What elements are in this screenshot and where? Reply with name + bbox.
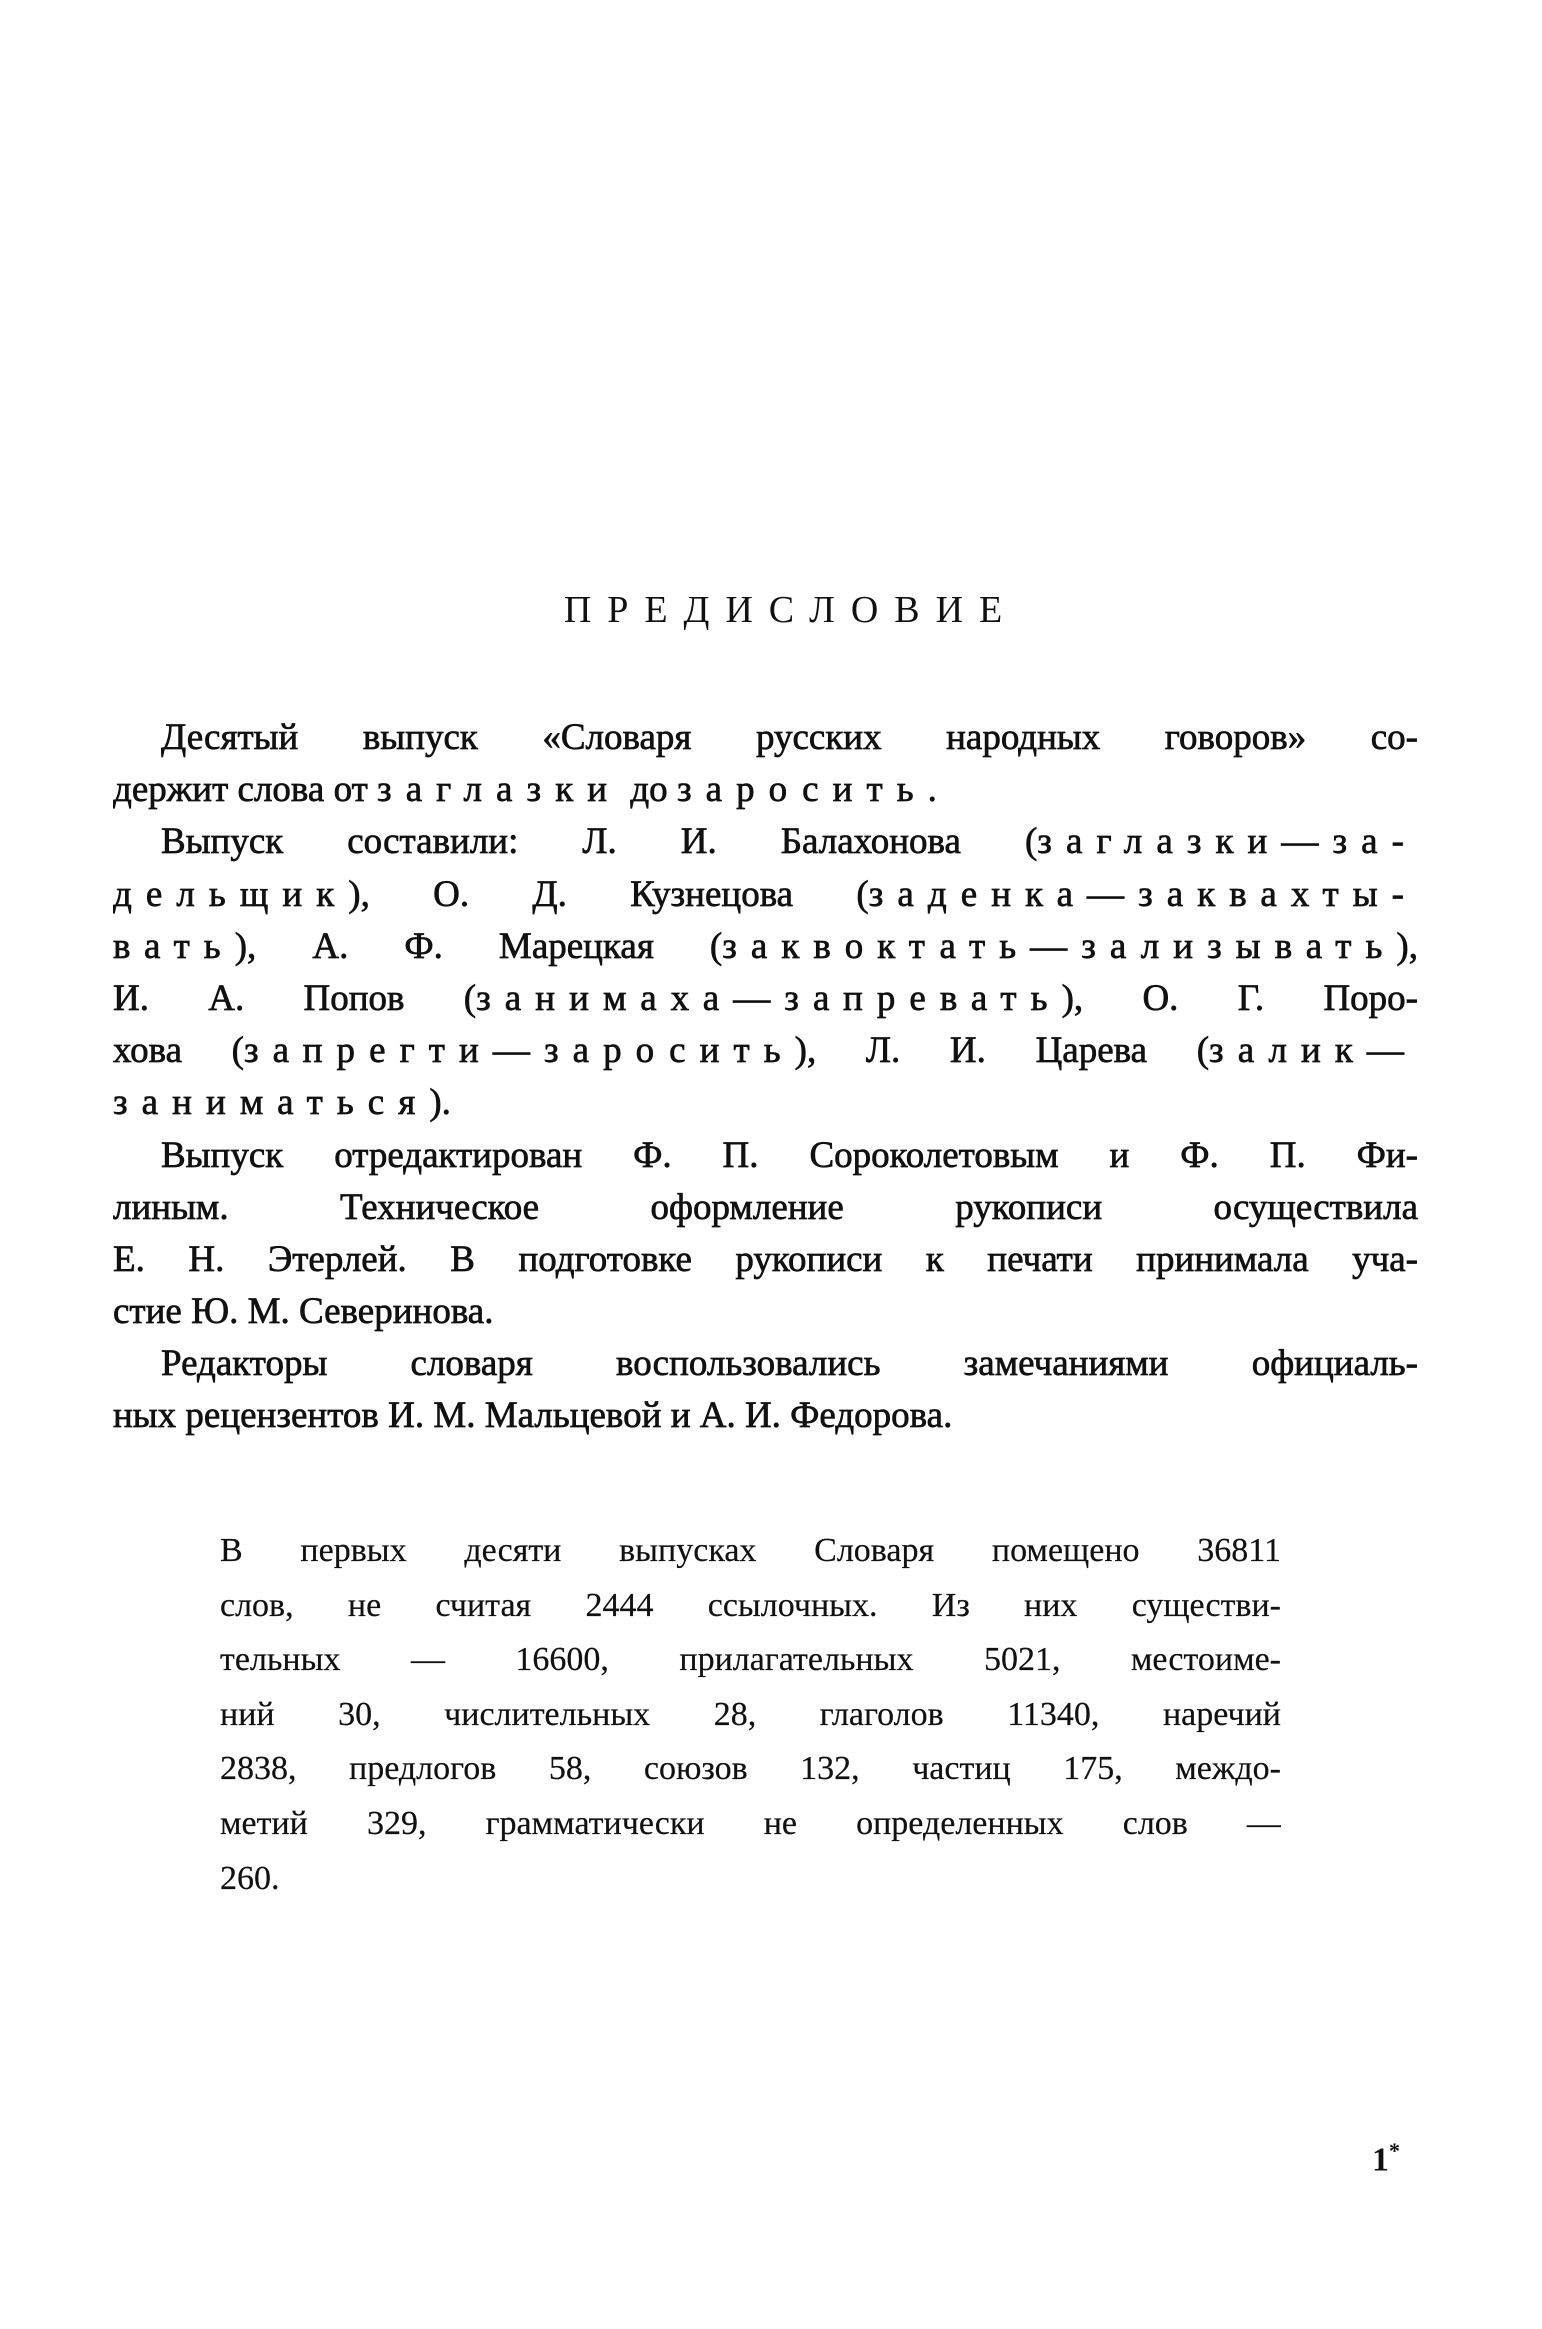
text-line	[113, 973, 1418, 1025]
text-segment: держит слова от	[113, 769, 378, 811]
text-segment: ), Л. И. Царева (	[794, 1030, 1210, 1072]
headword-spaced: залик—	[1209, 1030, 1418, 1072]
headword-spaced: дельщик	[113, 873, 349, 915]
text-segment: Выпуск составили: Л. И. Балахонова (	[161, 821, 1038, 863]
note-line: 2838, предлогов 58, союзов 132, частиц 175, междо-	[220, 1750, 1281, 1788]
text-line	[113, 869, 1418, 921]
text-segment: ), О. Г. Поро-	[1061, 977, 1418, 1019]
text-line	[113, 1025, 1418, 1077]
note-line: В первых десяти выпусках Словаря помещено 36811	[220, 1532, 1281, 1569]
note-line: метий 329, грамматически не определенных слов —	[220, 1804, 1281, 1842]
text-segment: Десятый выпуск «Словаря русских народных говоров» со-	[161, 717, 1418, 758]
text-line	[113, 712, 1418, 764]
headword-spaced: заниматься	[113, 1082, 430, 1124]
text-segment: ).	[429, 1082, 451, 1124]
headword-spaced: вать	[113, 925, 235, 967]
text-line	[113, 1390, 1418, 1442]
text-segment: Е. Н. Этерлей. В подготовке рукописи к печати принимала уча-	[113, 1238, 1418, 1280]
note-line: слов, не считая 2444 ссылочных. Из них существи-	[220, 1586, 1281, 1624]
text-segment: .	[927, 769, 937, 811]
note-line: тельных — 16600, прилагательных 5021, местоиме-	[220, 1641, 1281, 1679]
headword-spaced: заденка—заквахты-	[868, 873, 1418, 915]
text-segment: хова (	[113, 1030, 244, 1072]
headword-spaced: заквоктать—зализывать	[722, 925, 1397, 967]
text-segment: ),	[1396, 925, 1418, 967]
note-line: ний 30, числительных 28, глаголов 11340, наречий	[220, 1695, 1281, 1733]
signature-mark: *	[1389, 2138, 1400, 2163]
statistics-note	[220, 1524, 1281, 1906]
text-line	[113, 1130, 1418, 1182]
preface-body	[113, 712, 1418, 1443]
text-line	[113, 1077, 1418, 1129]
text-segment: линым. Техническое оформление рукописи осуществила	[113, 1186, 1418, 1228]
note-line: 260.	[220, 1859, 280, 1897]
text-line	[113, 1286, 1418, 1338]
headword-spaced: занимаха—запревать	[476, 977, 1062, 1019]
text-line	[113, 764, 1418, 816]
text-segment: И. А. Попов (	[113, 977, 477, 1019]
signature-number: 1	[1372, 2141, 1389, 2179]
text-segment: Редакторы словаря воспользовались замечаниями официаль-	[161, 1343, 1418, 1385]
text-segment: ных рецензентов И. М. Мальцевой и А. И. Федорова.	[113, 1395, 953, 1437]
text-segment: ), О. Д. Кузнецова (	[348, 873, 869, 915]
text-line	[113, 921, 1418, 973]
text-line	[113, 816, 1418, 868]
text-line	[113, 1182, 1418, 1234]
text-segment: ), А. Ф. Марецкая (	[234, 925, 723, 967]
headword-spaced: заглазки—за-	[1037, 821, 1418, 863]
headword-spaced: запрегти—заросить	[244, 1030, 795, 1072]
page-title: ПРЕДИСЛОВИЕ	[563, 589, 1019, 631]
headword-spaced: заглазки	[377, 769, 622, 811]
text-line	[113, 1234, 1418, 1286]
text-segment: стие Ю. М. Северинова.	[113, 1291, 494, 1333]
text-line	[113, 1338, 1418, 1390]
text-segment: до	[621, 769, 677, 811]
headword-spaced: заросить	[676, 769, 928, 811]
text-segment: Выпуск отредактирован Ф. П. Сороколетовым и Ф. П. Фи-	[161, 1134, 1418, 1176]
page-signature	[1372, 2138, 1400, 2179]
